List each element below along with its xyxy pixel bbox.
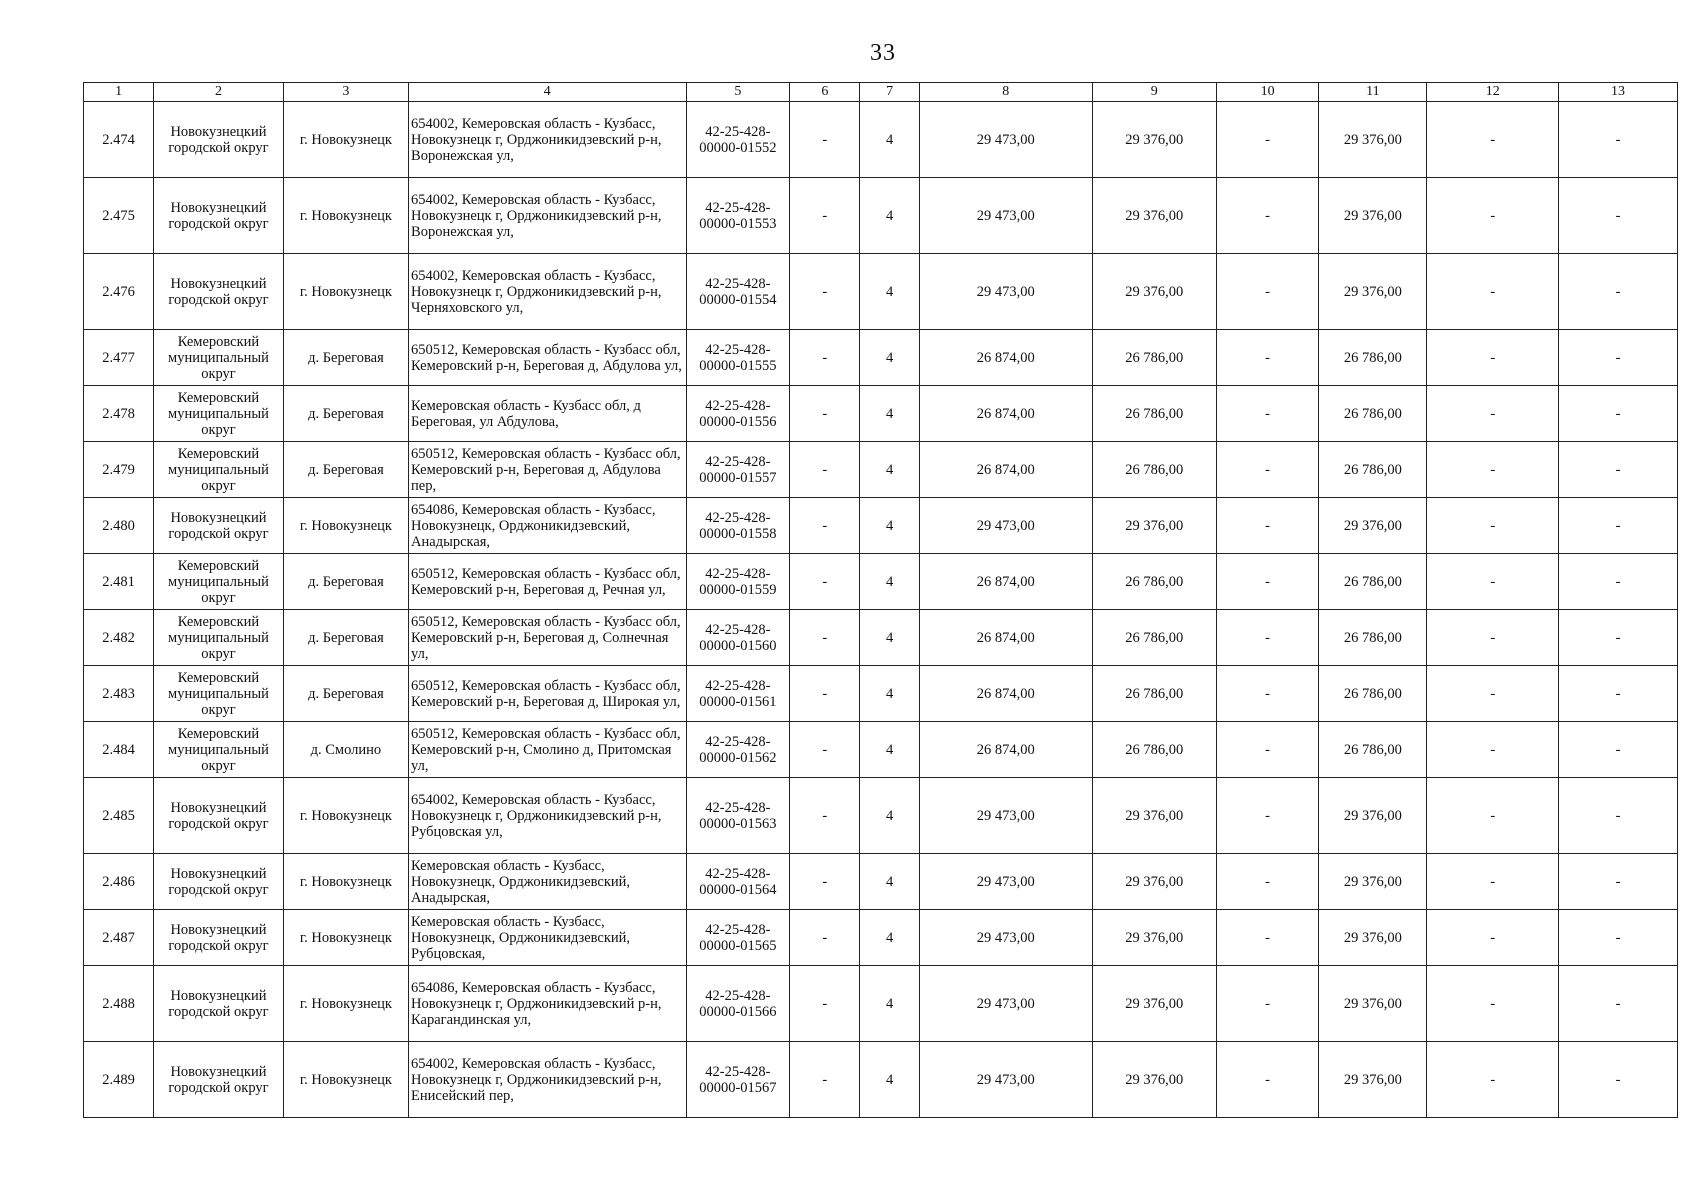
col13-cell: - [1559, 442, 1678, 498]
col11-cell: 26 786,00 [1319, 722, 1427, 778]
address-cell: Кемеровская область - Кузбасс, Новокузнецк, Орджоникидзевский, Анадырская, [409, 854, 687, 910]
address-cell: 654002, Кемеровская область - Кузбасс, Новокузнецк г, Орджоникидзевский р-н, Черняховского ул, [409, 254, 687, 330]
column-header: 3 [283, 83, 408, 102]
col10-cell: - [1216, 778, 1319, 854]
data-table [83, 82, 1678, 1118]
address-cell: Кемеровская область - Кузбасс обл, д Береговая, ул Абдулова, [409, 386, 687, 442]
col7-cell: 4 [860, 666, 919, 722]
row-number: 2.480 [84, 498, 154, 554]
address-cell: Кемеровская область - Кузбасс, Новокузнецк, Орджоникидзевский, Рубцовская, [409, 910, 687, 966]
col12-cell: - [1427, 498, 1559, 554]
code-cell: 42-25-428-00000-01554 [686, 254, 790, 330]
locality-cell: д. Береговая [283, 442, 408, 498]
col11-cell: 29 376,00 [1319, 254, 1427, 330]
col10-cell: - [1216, 386, 1319, 442]
code-cell: 42-25-428-00000-01561 [686, 666, 790, 722]
table-row [84, 910, 1678, 966]
col6-cell: - [790, 666, 860, 722]
address-cell: 654002, Кемеровская область - Кузбасс, Новокузнецк г, Орджоникидзевский р-н, Енисейский пер, [409, 1042, 687, 1118]
col11-cell: 29 376,00 [1319, 1042, 1427, 1118]
district-cell: Новокузнецкий городской округ [154, 966, 284, 1042]
col12-cell: - [1427, 554, 1559, 610]
column-header: 7 [860, 83, 919, 102]
col12-cell: - [1427, 778, 1559, 854]
table-row [84, 330, 1678, 386]
col10-cell: - [1216, 722, 1319, 778]
code-cell: 42-25-428-00000-01562 [686, 722, 790, 778]
col9-cell: 26 786,00 [1092, 610, 1216, 666]
col6-cell: - [790, 910, 860, 966]
table-row [84, 854, 1678, 910]
code-cell: 42-25-428-00000-01560 [686, 610, 790, 666]
col9-cell: 29 376,00 [1092, 966, 1216, 1042]
district-cell: Новокузнецкий городской округ [154, 498, 284, 554]
col10-cell: - [1216, 442, 1319, 498]
col8-cell: 29 473,00 [919, 178, 1092, 254]
locality-cell: д. Береговая [283, 386, 408, 442]
column-header: 4 [409, 83, 687, 102]
col10-cell: - [1216, 666, 1319, 722]
col8-cell: 29 473,00 [919, 854, 1092, 910]
district-cell: Кемеровский муниципальный округ [154, 386, 284, 442]
col6-cell: - [790, 254, 860, 330]
district-cell: Кемеровский муниципальный округ [154, 666, 284, 722]
col11-cell: 29 376,00 [1319, 178, 1427, 254]
col11-cell: 29 376,00 [1319, 854, 1427, 910]
table-row [84, 498, 1678, 554]
col13-cell: - [1559, 386, 1678, 442]
locality-cell: г. Новокузнецк [283, 178, 408, 254]
table-row [84, 966, 1678, 1042]
col13-cell: - [1559, 102, 1678, 178]
row-number: 2.487 [84, 910, 154, 966]
col6-cell: - [790, 386, 860, 442]
address-cell: 654002, Кемеровская область - Кузбасс, Новокузнецк г, Орджоникидзевский р-н, Воронежская ул, [409, 102, 687, 178]
code-cell: 42-25-428-00000-01559 [686, 554, 790, 610]
address-cell: 650512, Кемеровская область - Кузбасс обл, Кемеровский р-н, Береговая д, Солнечная ул, [409, 610, 687, 666]
col8-cell: 26 874,00 [919, 554, 1092, 610]
district-cell: Новокузнецкий городской округ [154, 102, 284, 178]
column-header: 2 [154, 83, 284, 102]
col13-cell: - [1559, 910, 1678, 966]
col8-cell: 29 473,00 [919, 498, 1092, 554]
col8-cell: 26 874,00 [919, 442, 1092, 498]
col12-cell: - [1427, 1042, 1559, 1118]
district-cell: Кемеровский муниципальный округ [154, 610, 284, 666]
address-cell: 650512, Кемеровская область - Кузбасс обл, Кемеровский р-н, Береговая д, Абдулова ул, [409, 330, 687, 386]
col13-cell: - [1559, 966, 1678, 1042]
col9-cell: 29 376,00 [1092, 254, 1216, 330]
col7-cell: 4 [860, 854, 919, 910]
col11-cell: 29 376,00 [1319, 498, 1427, 554]
table-row [84, 178, 1678, 254]
col8-cell: 29 473,00 [919, 778, 1092, 854]
col11-cell: 26 786,00 [1319, 442, 1427, 498]
table-row [84, 778, 1678, 854]
col9-cell: 29 376,00 [1092, 854, 1216, 910]
col13-cell: - [1559, 854, 1678, 910]
col12-cell: - [1427, 910, 1559, 966]
district-cell: Новокузнецкий городской округ [154, 854, 284, 910]
col10-cell: - [1216, 330, 1319, 386]
table-header-row [84, 83, 1678, 102]
table-row [84, 610, 1678, 666]
locality-cell: г. Новокузнецк [283, 102, 408, 178]
col10-cell: - [1216, 610, 1319, 666]
code-cell: 42-25-428-00000-01563 [686, 778, 790, 854]
col12-cell: - [1427, 722, 1559, 778]
col9-cell: 29 376,00 [1092, 178, 1216, 254]
col9-cell: 26 786,00 [1092, 666, 1216, 722]
col12-cell: - [1427, 386, 1559, 442]
table-row [84, 554, 1678, 610]
col8-cell: 29 473,00 [919, 966, 1092, 1042]
address-cell: 650512, Кемеровская область - Кузбасс обл, Кемеровский р-н, Береговая д, Широкая ул, [409, 666, 687, 722]
code-cell: 42-25-428-00000-01557 [686, 442, 790, 498]
district-cell: Новокузнецкий городской округ [154, 1042, 284, 1118]
col7-cell: 4 [860, 722, 919, 778]
col7-cell: 4 [860, 102, 919, 178]
col6-cell: - [790, 854, 860, 910]
col6-cell: - [790, 178, 860, 254]
col11-cell: 26 786,00 [1319, 610, 1427, 666]
row-number: 2.486 [84, 854, 154, 910]
col13-cell: - [1559, 722, 1678, 778]
col12-cell: - [1427, 966, 1559, 1042]
district-cell: Новокузнецкий городской округ [154, 178, 284, 254]
column-header: 13 [1559, 83, 1678, 102]
col7-cell: 4 [860, 910, 919, 966]
col8-cell: 26 874,00 [919, 386, 1092, 442]
col11-cell: 26 786,00 [1319, 386, 1427, 442]
code-cell: 42-25-428-00000-01556 [686, 386, 790, 442]
locality-cell: д. Смолино [283, 722, 408, 778]
col13-cell: - [1559, 778, 1678, 854]
col7-cell: 4 [860, 966, 919, 1042]
row-number: 2.475 [84, 178, 154, 254]
col10-cell: - [1216, 102, 1319, 178]
column-header: 5 [686, 83, 790, 102]
row-number: 2.481 [84, 554, 154, 610]
col12-cell: - [1427, 442, 1559, 498]
locality-cell: г. Новокузнецк [283, 778, 408, 854]
col7-cell: 4 [860, 1042, 919, 1118]
code-cell: 42-25-428-00000-01565 [686, 910, 790, 966]
col12-cell: - [1427, 666, 1559, 722]
col9-cell: 29 376,00 [1092, 910, 1216, 966]
col9-cell: 29 376,00 [1092, 1042, 1216, 1118]
col7-cell: 4 [860, 610, 919, 666]
address-cell: 650512, Кемеровская область - Кузбасс обл, Кемеровский р-н, Береговая д, Абдулова пер, [409, 442, 687, 498]
table-row [84, 442, 1678, 498]
col13-cell: - [1559, 178, 1678, 254]
col13-cell: - [1559, 666, 1678, 722]
col11-cell: 29 376,00 [1319, 778, 1427, 854]
col11-cell: 29 376,00 [1319, 910, 1427, 966]
district-cell: Новокузнецкий городской округ [154, 778, 284, 854]
address-cell: 650512, Кемеровская область - Кузбасс обл, Кемеровский р-н, Береговая д, Речная ул, [409, 554, 687, 610]
column-header: 11 [1319, 83, 1427, 102]
col6-cell: - [790, 610, 860, 666]
col6-cell: - [790, 442, 860, 498]
col12-cell: - [1427, 102, 1559, 178]
col8-cell: 26 874,00 [919, 722, 1092, 778]
col13-cell: - [1559, 554, 1678, 610]
locality-cell: г. Новокузнецк [283, 254, 408, 330]
col9-cell: 26 786,00 [1092, 386, 1216, 442]
col9-cell: 26 786,00 [1092, 330, 1216, 386]
col10-cell: - [1216, 1042, 1319, 1118]
col10-cell: - [1216, 178, 1319, 254]
column-header: 1 [84, 83, 154, 102]
code-cell: 42-25-428-00000-01566 [686, 966, 790, 1042]
col7-cell: 4 [860, 554, 919, 610]
col7-cell: 4 [860, 442, 919, 498]
col9-cell: 29 376,00 [1092, 498, 1216, 554]
row-number: 2.476 [84, 254, 154, 330]
address-cell: 654086, Кемеровская область - Кузбасс, Новокузнецк, Орджоникидзевский, Анадырская, [409, 498, 687, 554]
col13-cell: - [1559, 330, 1678, 386]
table-row [84, 254, 1678, 330]
col7-cell: 4 [860, 386, 919, 442]
table-row [84, 1042, 1678, 1118]
table-row [84, 722, 1678, 778]
locality-cell: г. Новокузнецк [283, 966, 408, 1042]
locality-cell: г. Новокузнецк [283, 910, 408, 966]
col6-cell: - [790, 966, 860, 1042]
row-number: 2.482 [84, 610, 154, 666]
row-number: 2.484 [84, 722, 154, 778]
col8-cell: 29 473,00 [919, 1042, 1092, 1118]
code-cell: 42-25-428-00000-01567 [686, 1042, 790, 1118]
column-header: 12 [1427, 83, 1559, 102]
address-cell: 654002, Кемеровская область - Кузбасс, Новокузнецк г, Орджоникидзевский р-н, Рубцовская ул, [409, 778, 687, 854]
table-row [84, 102, 1678, 178]
address-cell: 654086, Кемеровская область - Кузбасс, Новокузнецк г, Орджоникидзевский р-н, Карагандинская ул, [409, 966, 687, 1042]
col13-cell: - [1559, 1042, 1678, 1118]
col12-cell: - [1427, 330, 1559, 386]
locality-cell: д. Береговая [283, 330, 408, 386]
locality-cell: д. Береговая [283, 666, 408, 722]
col13-cell: - [1559, 610, 1678, 666]
code-cell: 42-25-428-00000-01564 [686, 854, 790, 910]
col7-cell: 4 [860, 498, 919, 554]
district-cell: Кемеровский муниципальный округ [154, 330, 284, 386]
locality-cell: г. Новокузнецк [283, 854, 408, 910]
column-header: 10 [1216, 83, 1319, 102]
col6-cell: - [790, 102, 860, 178]
row-number: 2.483 [84, 666, 154, 722]
locality-cell: г. Новокузнецк [283, 498, 408, 554]
col6-cell: - [790, 722, 860, 778]
col11-cell: 29 376,00 [1319, 966, 1427, 1042]
locality-cell: д. Береговая [283, 554, 408, 610]
col8-cell: 29 473,00 [919, 102, 1092, 178]
col10-cell: - [1216, 854, 1319, 910]
col10-cell: - [1216, 554, 1319, 610]
column-header: 6 [790, 83, 860, 102]
code-cell: 42-25-428-00000-01553 [686, 178, 790, 254]
col9-cell: 26 786,00 [1092, 722, 1216, 778]
col11-cell: 26 786,00 [1319, 666, 1427, 722]
code-cell: 42-25-428-00000-01555 [686, 330, 790, 386]
col6-cell: - [790, 1042, 860, 1118]
locality-cell: д. Береговая [283, 610, 408, 666]
district-cell: Кемеровский муниципальный округ [154, 554, 284, 610]
table-row [84, 386, 1678, 442]
page-number: 33 [870, 40, 896, 66]
col7-cell: 4 [860, 778, 919, 854]
col12-cell: - [1427, 854, 1559, 910]
row-number: 2.489 [84, 1042, 154, 1118]
col10-cell: - [1216, 910, 1319, 966]
col10-cell: - [1216, 254, 1319, 330]
col6-cell: - [790, 554, 860, 610]
col7-cell: 4 [860, 178, 919, 254]
district-cell: Новокузнецкий городской округ [154, 910, 284, 966]
code-cell: 42-25-428-00000-01558 [686, 498, 790, 554]
col11-cell: 26 786,00 [1319, 330, 1427, 386]
row-number: 2.488 [84, 966, 154, 1042]
col13-cell: - [1559, 498, 1678, 554]
column-header: 9 [1092, 83, 1216, 102]
district-cell: Кемеровский муниципальный округ [154, 442, 284, 498]
col9-cell: 26 786,00 [1092, 442, 1216, 498]
row-number: 2.474 [84, 102, 154, 178]
district-cell: Новокузнецкий городской округ [154, 254, 284, 330]
col8-cell: 26 874,00 [919, 610, 1092, 666]
col12-cell: - [1427, 610, 1559, 666]
col13-cell: - [1559, 254, 1678, 330]
col7-cell: 4 [860, 254, 919, 330]
row-number: 2.485 [84, 778, 154, 854]
col6-cell: - [790, 330, 860, 386]
col8-cell: 29 473,00 [919, 254, 1092, 330]
table-row [84, 666, 1678, 722]
col8-cell: 26 874,00 [919, 666, 1092, 722]
col12-cell: - [1427, 254, 1559, 330]
district-cell: Кемеровский муниципальный округ [154, 722, 284, 778]
col6-cell: - [790, 778, 860, 854]
address-cell: 650512, Кемеровская область - Кузбасс обл, Кемеровский р-н, Смолино д, Притомская ул, [409, 722, 687, 778]
column-header: 8 [919, 83, 1092, 102]
locality-cell: г. Новокузнецк [283, 1042, 408, 1118]
col11-cell: 26 786,00 [1319, 554, 1427, 610]
col9-cell: 29 376,00 [1092, 102, 1216, 178]
col10-cell: - [1216, 498, 1319, 554]
col8-cell: 29 473,00 [919, 910, 1092, 966]
col11-cell: 29 376,00 [1319, 102, 1427, 178]
col7-cell: 4 [860, 330, 919, 386]
code-cell: 42-25-428-00000-01552 [686, 102, 790, 178]
row-number: 2.479 [84, 442, 154, 498]
col10-cell: - [1216, 966, 1319, 1042]
row-number: 2.477 [84, 330, 154, 386]
row-number: 2.478 [84, 386, 154, 442]
col9-cell: 29 376,00 [1092, 778, 1216, 854]
col8-cell: 26 874,00 [919, 330, 1092, 386]
address-cell: 654002, Кемеровская область - Кузбасс, Новокузнецк г, Орджоникидзевский р-н, Воронежская ул, [409, 178, 687, 254]
col6-cell: - [790, 498, 860, 554]
col9-cell: 26 786,00 [1092, 554, 1216, 610]
col12-cell: - [1427, 178, 1559, 254]
